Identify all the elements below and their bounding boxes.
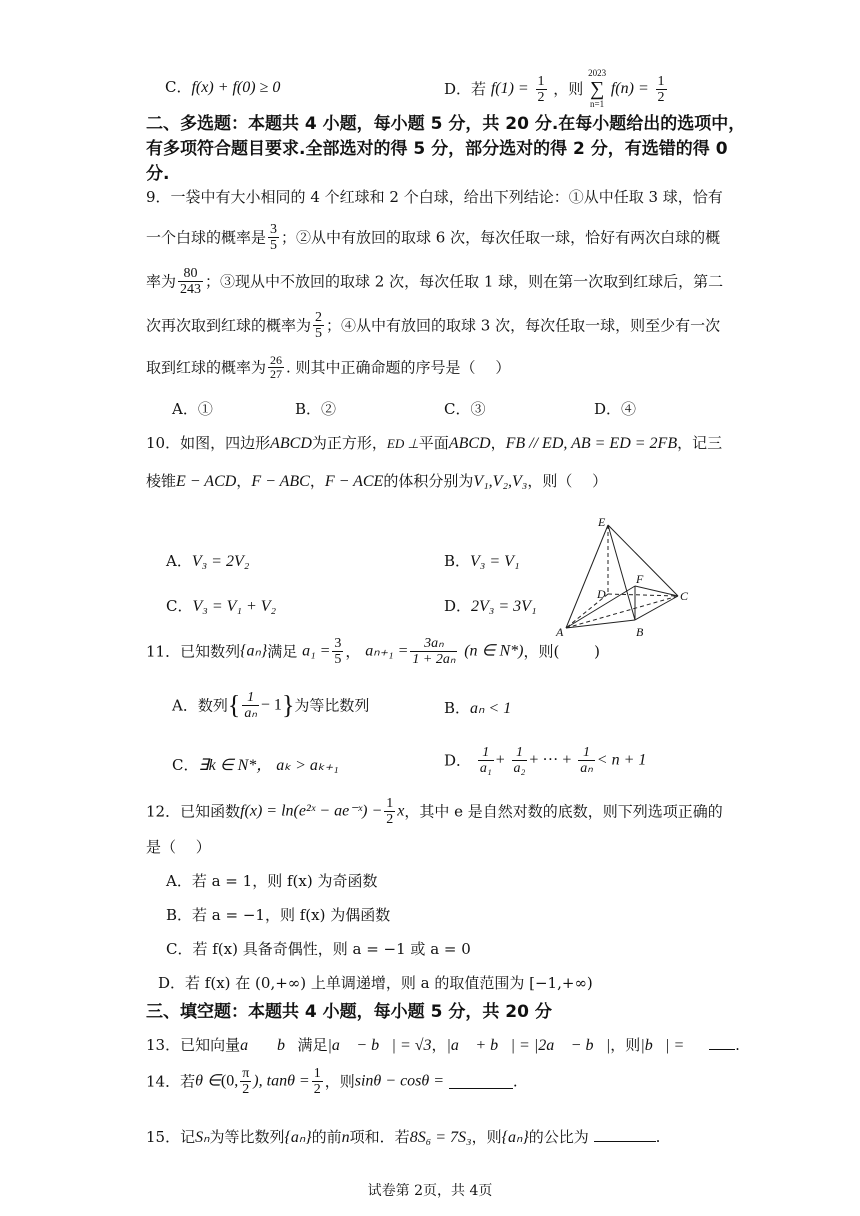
q13: 13．已知向量a⃗ ，b⃗满足|a⃗ − b⃗| = √3，|a⃗ + b⃗| = |2a⃗ − b⃗|，则|b⃗| = . xyxy=(146,1036,740,1054)
section3-title: 三、填空题：本题共 4 小题，每小题 5 分，共 20 分 xyxy=(146,1002,552,1022)
q9-line5: 取到红球的概率为 $\frac{26}{27}$ . 则其中正确命题的序号是（ ） xyxy=(146,353,511,381)
q10-option-d: D．2V₃ = 3V₁ xyxy=(444,597,537,615)
q10-pyramid-figure xyxy=(550,512,710,642)
section2-line1: 二、多选题：本题共 4 小题，每小题 5 分，共 20 分.在每小题给出的选项中， xyxy=(146,114,746,134)
fig-label-b: B xyxy=(636,625,644,639)
q12-line2: 是（ ） xyxy=(146,838,211,856)
fig-label-c: C xyxy=(680,589,689,603)
q12-option-c: C．若 f(x) 具备奇偶性，则 a = −1 或 a = 0 xyxy=(166,940,471,958)
q10-option-c: C．V₃ = V₁ + V₂ xyxy=(166,597,277,615)
q10-option-a: A．V₃ = 2V₂ xyxy=(166,552,250,570)
q9-option-d: D．④ xyxy=(594,400,637,418)
q9-line2: 一个白球的概率是 $\frac{3}{5}$ ；②从中有放回的取球 6 次，每次任取一球，恰好有两次白球的概 xyxy=(146,222,721,253)
fig-label-f: F xyxy=(636,572,644,586)
q14-answer-blank[interactable] xyxy=(449,1074,513,1089)
q9-line1: 9．一袋中有大小相同的 4 个红球和 2 个白球，给出下列结论：①从中任取 3 球，恰有 xyxy=(146,188,723,206)
fig-label-d: D xyxy=(597,587,606,601)
q12-option-a: A．若 a = 1，则 f(x) 为奇函数 xyxy=(166,872,378,890)
page-footer: 试卷第 2页，共 4页 xyxy=(367,1183,493,1199)
q10-line1: 10．如图，四边形ABCD为正方形，ED ⊥平面ABCD，FB // ED, AB = ED = 2FB，记三 xyxy=(146,434,723,452)
q11-option-b: B．aₙ < 1 xyxy=(444,699,512,717)
q9-line4: 次再次取到红球的概率为 $\frac{2}{5}$ ；④从中有放回的取球 3 次，每次任取一球，则至少有一次 xyxy=(146,310,721,341)
q8-option-c: C．f(x) + f(0) ≥ 0 xyxy=(165,78,281,96)
q10-option-b: B．V₃ = V₁ xyxy=(444,552,520,570)
q11-stem: 11．已知数列{aₙ}满足 a₁ = $\frac{3}{5}$ ， aₙ₊₁ = $\frac{\text{3aₙ}}{\text{1 + 2aₙ}}$ (n ∈ N*)，则( ) xyxy=(146,636,600,667)
q11-option-d: D． $\frac{1}{\text{a₁}}$ + $\frac{1}{\text{a₂}}$ + ··· + $\frac{1}{\text{aₙ}}$ < n + 1 xyxy=(444,745,647,776)
q15-answer-blank[interactable] xyxy=(594,1127,656,1142)
q14: 14．若θ ∈(0, $\frac{\pi}{2}$ ), tanθ = $\frac{1}{2}$ ，则sinθ − cosθ = . xyxy=(146,1066,518,1097)
q10-line2: 棱锥E − ACD，F − ABC，F − ACE的体积分别为V₁,V₂,V₃，则（ ） xyxy=(146,472,608,490)
q12-option-b: B．若 a = −1，则 f(x) 为偶函数 xyxy=(166,906,391,924)
q8-option-d: D．若 f(1) = $\frac{1}{2}$ ，则 2023 ∑ n=1 f(n) = $\frac{1}{2}$ xyxy=(444,68,665,109)
q12-line1: 12．已知函数f(x) = ln(e²ˣ − ae⁻ˣ) − $\frac{1}{2}$ x，其中 e 是自然对数的底数，则下列选项正确的 xyxy=(146,796,723,827)
q9-option-a: A．① xyxy=(172,400,213,418)
q13-answer-blank[interactable] xyxy=(709,1035,735,1050)
fig-label-a: A xyxy=(556,625,564,639)
section2-line2: 有多项符合题目要求.全部选对的得 5 分，部分选对的得 2 分，有选错的得 0 xyxy=(146,139,728,159)
q12-option-d: D．若 f(x) 在 (0,+∞) 上单调递增，则 a 的取值范围为 [−1,+∞) xyxy=(158,974,593,992)
q11-option-c: C．∃k ∈ N*， aₖ > aₖ₊₁ xyxy=(172,756,339,774)
q9-line3: 率为 $\frac{80}{243}$ ；③现从中不放回的取球 2 次，每次任取 1 球，则在第一次取到红球后，第二 xyxy=(146,266,724,297)
q11-option-a: A．数列{ $\frac{1}{\text{aₙ}}$ − 1}为等比数列 xyxy=(172,690,370,721)
q9-option-c: C．③ xyxy=(444,400,486,418)
section2-line3: 分. xyxy=(146,164,170,184)
q15: 15．记Sₙ为等比数列{aₙ}的前n项和．若8S₆ = 7S₃，则{aₙ}的公比为 . xyxy=(146,1128,661,1146)
fig-label-e: E xyxy=(598,515,606,529)
q9-option-b: B．② xyxy=(295,400,337,418)
